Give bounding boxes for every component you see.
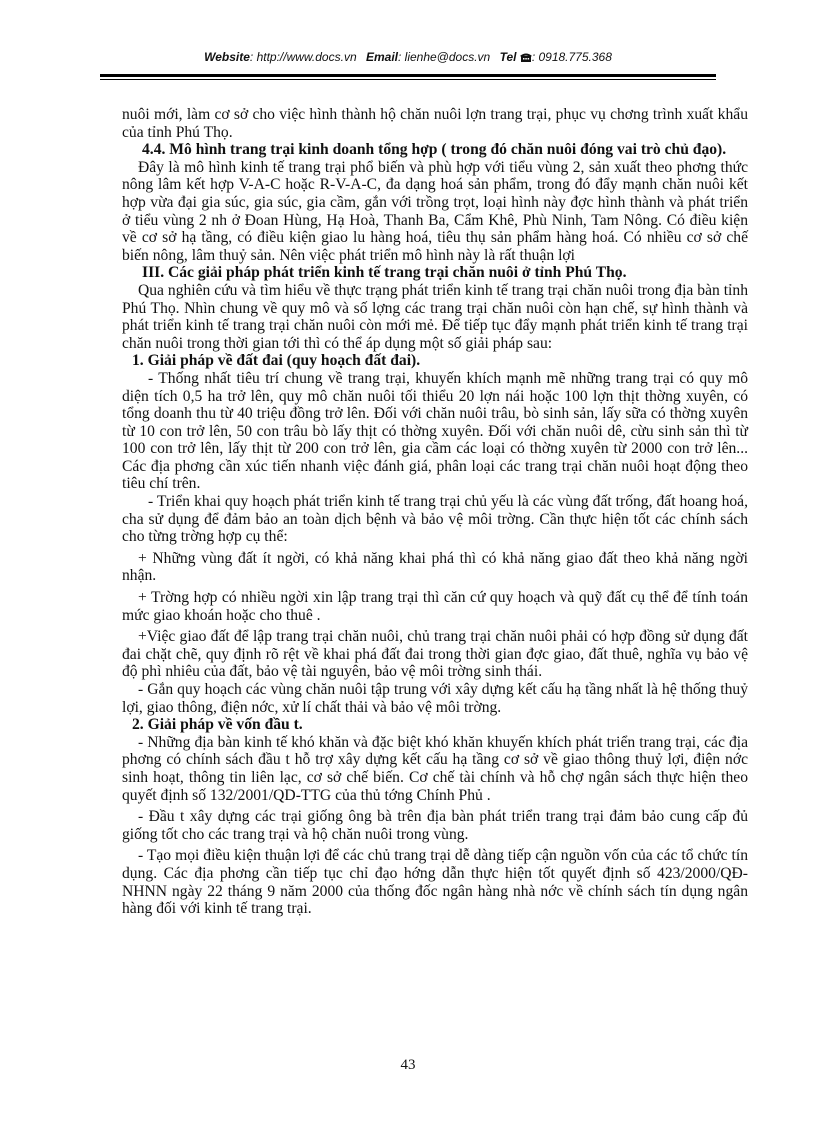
paragraph: - Tạo mọi điều kiện thuận lợi để các chủ trang trại dễ dàng tiếp cận nguồn vốn của các tổ chức tín dụng. Các địa phơng cần tiếp tục chỉ đạo hớng dẫn thực hiện tốt quyết định số 423/2000/QĐ-NHNN ngày 22 tháng 9 năm 2000 của thống đốc ngân hàng nhà nớc về chính sách tín dụng ngân hàng đối với kinh tế trang trại. [122, 847, 748, 918]
paragraph: +Việc giao đất để lập trang trại chăn nuôi, chủ trang trại chăn nuôi phải có hợp đồng sử dụng đất đai chặt chẽ, quy định rõ rệt về khai phá đất đai trong thời gian đợc giao, đất thuê, nghĩa vụ bảo vệ độ phì nhiêu của đất, bảo vệ tài nguyên, bảo vệ môi trờng sinh thái. [122, 628, 748, 681]
email-value: : lienhe@docs.vn [397, 50, 491, 64]
page-number: 43 [400, 1057, 416, 1073]
paragraph: + Những vùng đất ít ngời, có khả năng khai phá thì có khả năng giao đất theo khả năng ngời nhận. [122, 549, 748, 585]
tel-value: : 0918.775.368 [531, 50, 612, 64]
paragraph: Đây là mô hình kinh tế trang trại phổ biến và phù hợp với tiểu vùng 2, sản xuất theo phơng thức nông lâm kết hợp V-A-C hoặc R-V-A-C, đa dạng hoá sản phẩm, trong đó đẩy mạnh chăn nuôi kết hợp vừa đại gia súc, gia súc, gia cầm, gắn với trồng trọt, loại hình này đợc hình thành và phát triển ở tiểu vùng 2 nh ở Đoan Hùng, Hạ Hoà, Thanh Ba, Cẩm Khê, Phù Ninh, Tam Nông. Có điều kiện về cơ sở hạ tầng, có điều kiện giao lu hàng hoá, tiêu thụ sản phẩm hàng hoá. Có nhiều cơ sở chế biến nông, lâm thuỷ sản. Nên việc phát triển mô hình này là rất thuận lợi [122, 158, 748, 264]
paragraph: Qua nghiên cứu và tìm hiểu về thực trạng phát triển kinh tế trang trại chăn nuôi trong địa bàn tỉnh Phú Thọ. Nhìn chung về quy mô và số lợng các trang trại chăn nuôi còn hạn chế, sự hình thành và phát triển kinh tế trang trại chăn nuôi còn mới mẻ. Để tiếp tục đẩy mạnh phát triển kinh tế trang trại chăn nuôi trong thời gian tới thì có thể áp dụng một số giải pháp sau: [122, 281, 748, 352]
paragraph: - Thống nhất tiêu trí chung về trang trại, khuyến khích mạnh mẽ những trang trại có quy mô diện tích 0,5 ha trở lên, quy mô chăn nuôi tối thiểu 20 lợn nái hoặc 100 lợn thịt thờng xuyên, có tổng doanh thu từ 40 triệu đồng trở lên. Đối với chăn nuôi trâu, bò sinh sản, lấy sữa có thờng xuyên từ 10 con trở lên, 50 con trâu bò lấy thịt có thờng xuyên. Đối với chăn nuôi dê, cừu sinh sản thì từ 100 con trở lên, lấy thịt từ 200 con trở lên, gia cầm các loại có thờng xuyên từ 2000 con trở lên... Các địa phơng cần xúc tiến nhanh việc đánh giá, phân loại các trang trại chăn nuôi hoạt động theo tiêu chí trên. [122, 369, 748, 493]
header-rule-thin [100, 79, 716, 80]
website-value: : http://www.docs.vn [249, 50, 357, 64]
subsection-heading-2: 2. Giải pháp về vốn đầu t. [132, 716, 303, 734]
phone-icon [520, 52, 532, 66]
paragraph: + Trờng hợp có nhiều ngời xin lập trang trại thì căn cứ quy hoạch và quỹ đất cụ thể để tính toán mức giao khoán hoặc cho thuê . [122, 589, 748, 624]
paragraph: - Đầu t xây dựng các trại giống ông bà trên địa bàn phát triển trang trại đảm bảo cung cấp đủ giống tốt cho các trang trại và hộ chăn nuôi trong vùng. [122, 808, 748, 843]
paragraph: - Triển khai quy hoạch phát triển kinh tế trang trại chủ yếu là các vùng đất trống, đất hoang hoá, cha sử dụng để đảm bảo an toàn dịch bệnh và bảo vệ môi trờng. Cần thực hiện tốt các chính sách cho từng trờng hợp cụ thể: [122, 493, 748, 546]
document-body [122, 106, 748, 918]
tel-label: Tel [499, 50, 517, 64]
email-label: Email [365, 50, 398, 64]
paragraph: nuôi mới, làm cơ sở cho việc hình thành hộ chăn nuôi lợn trang trại, phục vụ chơng trình xuất khẩu của tỉnh Phú Thọ. [122, 106, 748, 141]
paragraph: - Gắn quy hoạch các vùng chăn nuôi tập trung với xây dựng kết cấu hạ tầng nhất là hệ thống thuỷ lợi, giao thông, điện nớc, xử lí chất thải và bảo vệ môi trờng. [122, 681, 748, 716]
paragraph: - Những địa bàn kinh tế khó khăn và đặc biệt khó khăn khuyến khích phát triển trang trại, các địa phơng có chính sách đầu t hỗ trợ xây dựng kết cấu hạ tầng cơ sở về giao thông thuỷ lợi, điện nớc sinh hoạt, thông tin liên lạc, cơ sở chế biến. Cơ chế tài chính và hỗ chợ ngân sách thực hiện theo quyết định số 132/2001/QD-TTG của thủ tớng Chính Phủ . [122, 733, 748, 804]
header-rule [100, 74, 716, 77]
subsection-heading-1: 1. Giải pháp về đất đai (quy hoạch đất đai). [132, 352, 421, 370]
page-header [0, 50, 816, 66]
section-heading-iii: III. Các giải pháp phát triển kinh tế trang trại chăn nuôi ở tỉnh Phú Thọ. [142, 264, 627, 282]
section-heading-4-4: 4.4. Mô hình trang trại kinh doanh tổng hợp ( trong đó chăn nuôi đóng vai trò chủ đạo). [142, 141, 727, 159]
website-label: Website [204, 50, 250, 64]
